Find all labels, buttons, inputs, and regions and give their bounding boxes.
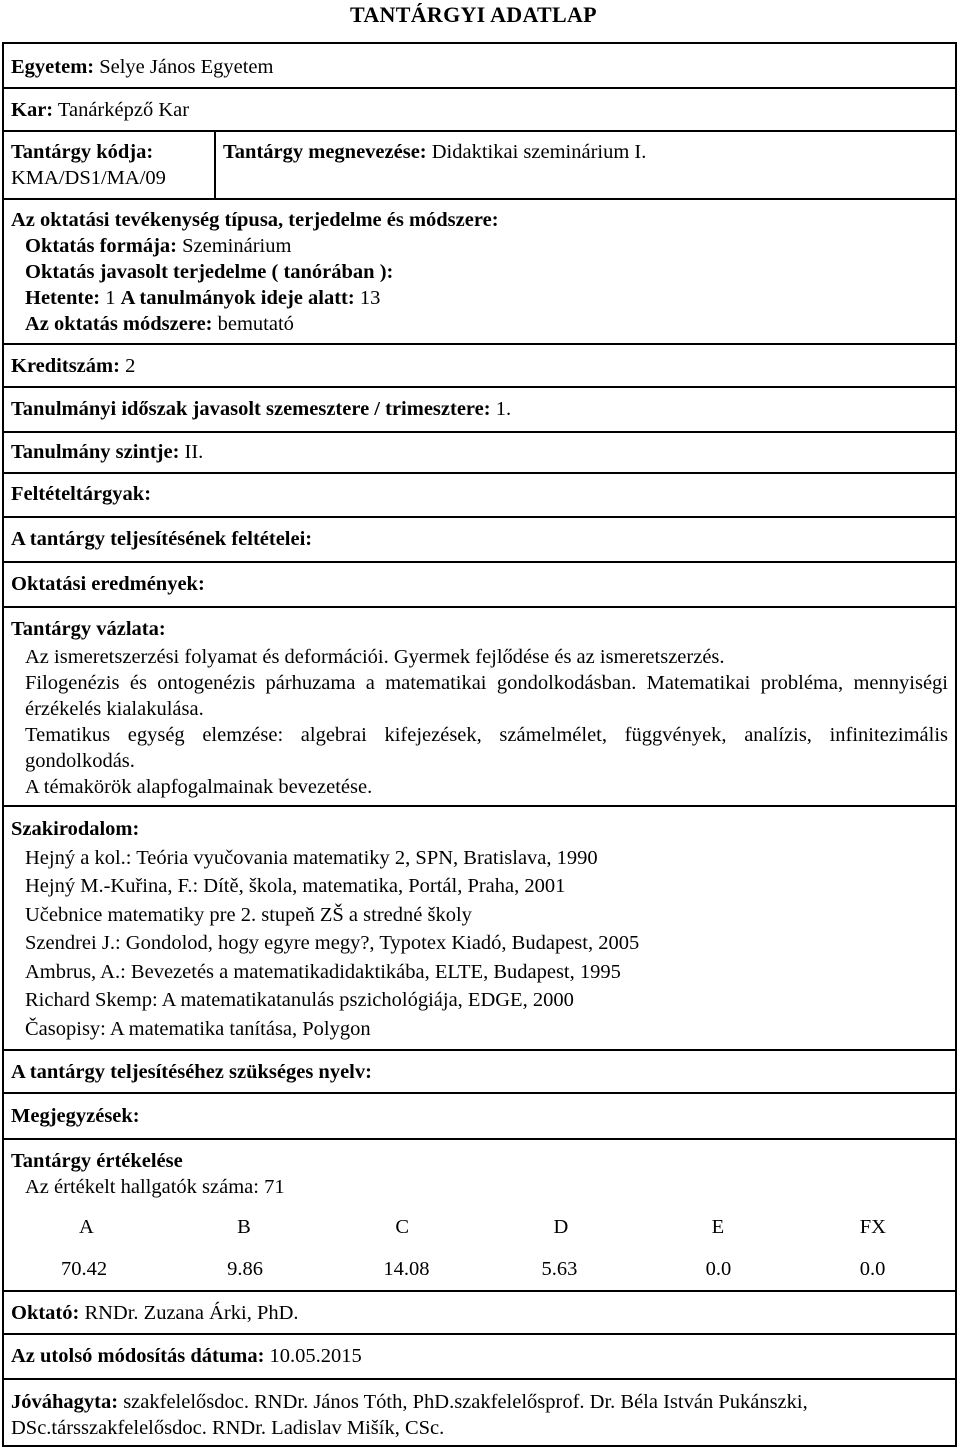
faculty-row	[3, 88, 956, 131]
approved-label: Jóváhagyta:	[11, 1391, 119, 1413]
semester-label: Tanulmányi időszak javasolt szemesztere / trimesztere:	[11, 398, 491, 420]
outcomes-label: Oktatási eredmények:	[11, 573, 205, 595]
outline-line: Tematikus egység elemzése: algebrai kifejezések, számelmélet, függvények, analízis, infinitezimális gondolkodás.	[25, 724, 948, 772]
notes-row	[3, 1093, 956, 1139]
grade-letter: E	[711, 1216, 725, 1238]
method-label: Az oktatás módszere:	[25, 313, 213, 335]
activity-row	[3, 199, 956, 344]
modified-label: Az utolsó módosítás dátuma:	[11, 1345, 265, 1367]
grades-table	[11, 1206, 948, 1290]
grade-letter: B	[237, 1216, 251, 1238]
grades-values-row	[11, 1248, 948, 1290]
weekly-label: Hetente:	[25, 287, 101, 309]
course-name-value: Didaktikai szeminárium I.	[431, 141, 647, 163]
literature-item: Učebnice matematiky pre 2. stupeň ZŠ a stredné školy	[25, 903, 472, 926]
activity-heading: Az oktatási tevékenység típusa, terjedelme és módszere:	[11, 209, 499, 231]
teacher-label: Oktató:	[11, 1302, 80, 1324]
approved-value: szakfelelősdoc. RNDr. János Tóth, PhD.szakfelelősprof. Dr. Béla István Pukánszki, DSc.társszakfelelősdoc. RNDr. Ladislav Mišík, CSc.	[11, 1391, 808, 1439]
level-value: II.	[184, 441, 204, 463]
course-name-label: Tantárgy megnevezése:	[223, 141, 427, 163]
extent-label: Oktatás javasolt terjedelme ( tanórában ):	[25, 261, 394, 283]
level-row	[3, 432, 956, 473]
grade-percentage: 5.63	[541, 1258, 578, 1280]
course-code-value: KMA/DS1/MA/09	[11, 167, 166, 189]
grade-percentage: 0.0	[705, 1258, 732, 1280]
outline-line: Filogenézis és ontogenézis párhuzama a matematikai gondolkodásban. Matematikai probléma, mennyiségi érzékelés kialakulása.	[25, 672, 948, 720]
form-label: Oktatás formája:	[25, 235, 178, 257]
course-identity-row	[3, 131, 956, 199]
literature-item: Richard Skemp: A matematikatanulás pszichológiája, EDGE, 2000	[25, 989, 574, 1011]
faculty-value: Tanárképző Kar	[57, 99, 190, 121]
credits-label: Kreditszám:	[11, 355, 120, 377]
outline-line: Az ismeretszerzési folyamat és deformációi. Gyermek fejlődése és az ismeretszerzés.	[25, 646, 725, 668]
course-sheet	[2, 42, 957, 1447]
literature-item: Szendrei J.: Gondolod, hogy egyre megy?, Typotex Kiadó, Budapest, 2005	[25, 932, 640, 954]
semester-row	[3, 387, 956, 432]
prerequisites-row	[3, 473, 956, 517]
teacher-row	[3, 1291, 956, 1334]
grade-letter: FX	[859, 1216, 886, 1238]
level-label: Tanulmány szintje:	[11, 441, 180, 463]
outcomes-row	[3, 562, 956, 607]
conditions-label: A tantárgy teljesítésének feltételei:	[11, 528, 313, 550]
modified-row	[3, 1334, 956, 1379]
literature-item: Ambrus, A.: Bevezetés a matematikadidaktikába, ELTE, Budapest, 1995	[25, 960, 621, 983]
university-value: Selye János Egyetem	[99, 56, 274, 78]
credits-value: 2	[125, 355, 136, 377]
university-row	[3, 43, 956, 88]
grade-percentage: 14.08	[383, 1258, 430, 1280]
outline-line: A témakörök alapfogalmainak bevezetése.	[25, 776, 373, 798]
course-code-label: Tantárgy kódja:	[11, 141, 154, 163]
prerequisites-label: Feltételtárgyak:	[11, 483, 152, 505]
period-value: 13	[359, 287, 381, 309]
conditions-row	[3, 517, 956, 562]
credits-row	[3, 344, 956, 387]
language-label: A tantárgy teljesítéséhez szükséges nyelv:	[11, 1061, 372, 1083]
form-value: Szeminárium	[182, 235, 292, 257]
modified-value: 10.05.2015	[269, 1345, 362, 1367]
grade-percentage: 0.0	[859, 1258, 886, 1280]
literature-item: Hejný M.-Kuřina, F.: Dítě, škola, matematika, Portál, Praha, 2001	[25, 875, 566, 897]
evaluation-label: Tantárgy értékelése	[11, 1150, 183, 1172]
evaluated-count: Az értékelt hallgatók száma: 71	[25, 1176, 285, 1198]
grade-percentage: 70.42	[61, 1258, 108, 1280]
language-row	[3, 1050, 956, 1093]
semester-value: 1.	[495, 398, 512, 420]
literature-item: Hejný a kol.: Teória vyučovania matematiky 2, SPN, Bratislava, 1990	[25, 846, 598, 869]
method-value: bemutató	[217, 313, 294, 335]
weekly-value: 1	[105, 287, 116, 309]
literature-label: Szakirodalom:	[11, 818, 140, 840]
literature-item: Časopisy: A matematika tanítása, Polygon	[25, 1017, 371, 1040]
approved-row	[3, 1379, 956, 1446]
grade-percentage: 9.86	[227, 1258, 264, 1280]
period-label: A tanulmányok ideje alatt:	[120, 287, 355, 309]
evaluation-row	[3, 1139, 956, 1291]
outline-label: Tantárgy vázlata:	[11, 618, 166, 640]
university-label: Egyetem:	[11, 56, 95, 78]
literature-row	[3, 806, 956, 1050]
faculty-label: Kar:	[11, 99, 54, 121]
document-title: TANTÁRGYI ADATLAP	[350, 2, 597, 27]
outline-row	[3, 607, 956, 806]
notes-label: Megjegyzések:	[11, 1105, 140, 1127]
grade-letter: D	[553, 1216, 569, 1238]
grade-letter: A	[79, 1216, 94, 1238]
teacher-value: RNDr. Zuzana Árki, PhD.	[84, 1302, 299, 1324]
grade-letter: C	[395, 1216, 409, 1238]
grades-header-row	[11, 1206, 948, 1248]
